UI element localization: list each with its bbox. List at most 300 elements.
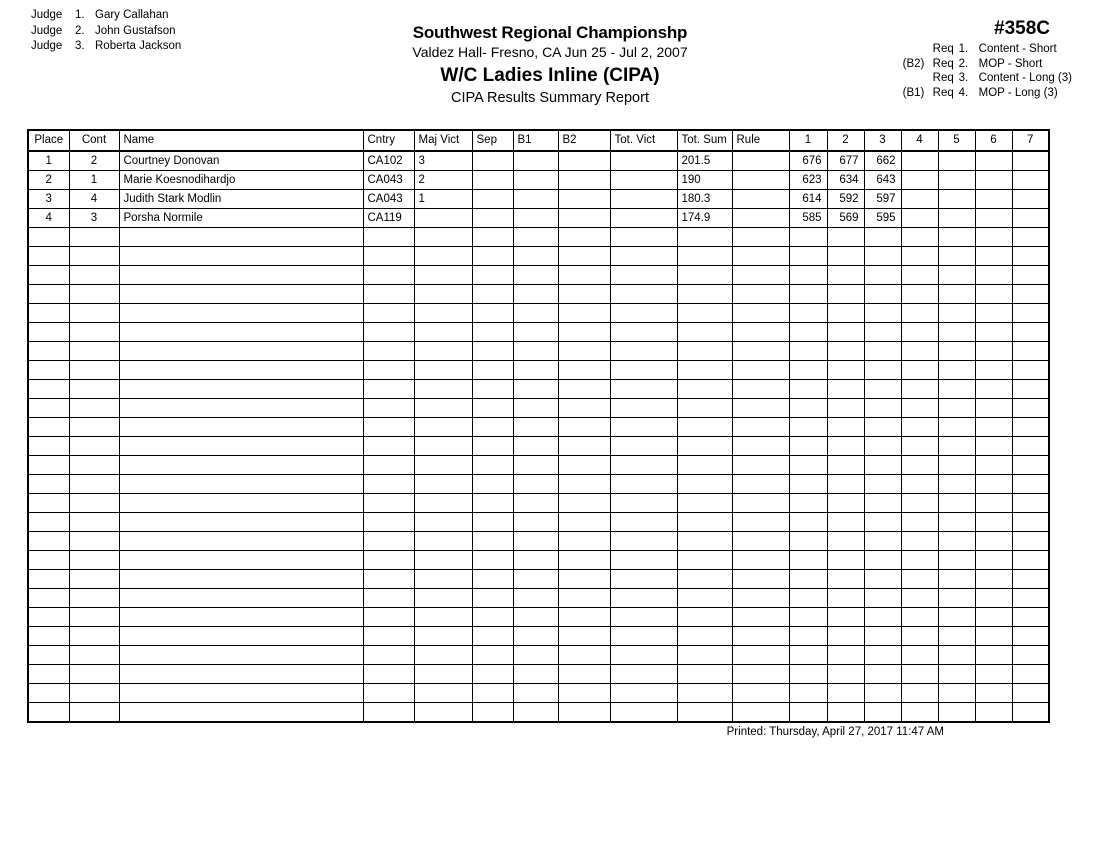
cell-empty <box>69 703 119 723</box>
cell-empty <box>69 589 119 608</box>
table-row-empty[interactable] <box>28 456 1049 475</box>
cell-empty <box>732 532 789 551</box>
cell-empty <box>975 228 1012 247</box>
requirement-text: MOP - Long (3) <box>978 87 1058 100</box>
cell-empty <box>827 361 864 380</box>
cell-empty <box>119 247 363 266</box>
cell-empty <box>472 589 513 608</box>
requirement-index: 3. <box>958 72 969 85</box>
cell-empty <box>938 266 975 285</box>
cell-empty <box>677 266 732 285</box>
cell-empty <box>789 304 827 323</box>
cell-empty <box>28 646 69 665</box>
cell-empty <box>28 304 69 323</box>
cell-empty <box>414 323 472 342</box>
column-header-name[interactable]: Name <box>119 130 363 151</box>
cell-empty <box>1012 247 1049 266</box>
cell-tot-sum: 201.5 <box>677 151 732 171</box>
judge-index: 3. <box>75 40 85 52</box>
cell-empty <box>472 608 513 627</box>
cell-empty <box>732 304 789 323</box>
cell-empty <box>610 304 677 323</box>
cell-empty <box>864 703 901 723</box>
cell-empty <box>975 304 1012 323</box>
cell-empty <box>864 399 901 418</box>
cell-empty <box>1012 665 1049 684</box>
column-header-place[interactable]: Place <box>28 130 69 151</box>
cell-empty <box>69 323 119 342</box>
cell-empty <box>732 247 789 266</box>
cell-empty <box>472 399 513 418</box>
table-row-empty[interactable] <box>28 494 1049 513</box>
cell-empty <box>119 684 363 703</box>
cell-empty <box>363 228 414 247</box>
cell-empty <box>28 608 69 627</box>
cell-empty <box>677 665 732 684</box>
cell-empty <box>28 361 69 380</box>
cell-empty <box>610 608 677 627</box>
cell-empty <box>901 456 938 475</box>
cell-empty <box>414 437 472 456</box>
cell-empty <box>363 703 414 723</box>
cell-empty <box>472 684 513 703</box>
cell-empty <box>864 684 901 703</box>
table-row[interactable] <box>28 151 1049 171</box>
cell-empty <box>938 285 975 304</box>
cell-empty <box>363 513 414 532</box>
cell-empty <box>864 266 901 285</box>
judge-label: Judge <box>31 9 63 21</box>
cell-empty <box>558 456 610 475</box>
cell-empty <box>69 532 119 551</box>
cell-empty <box>119 513 363 532</box>
table-row-empty[interactable] <box>28 513 1049 532</box>
cell-empty <box>1012 551 1049 570</box>
cell-empty <box>789 589 827 608</box>
cell-empty <box>789 570 827 589</box>
table-row-empty[interactable] <box>28 684 1049 703</box>
judge-name: Roberta Jackson <box>95 40 182 52</box>
cell-empty <box>864 551 901 570</box>
cell-empty <box>558 513 610 532</box>
cell-empty <box>414 247 472 266</box>
cell-empty <box>513 532 558 551</box>
cell-empty <box>975 266 1012 285</box>
cell-empty <box>901 570 938 589</box>
cell-empty <box>789 475 827 494</box>
cell-empty <box>69 608 119 627</box>
cell-empty <box>414 570 472 589</box>
cell-empty <box>363 247 414 266</box>
cell-b2 <box>558 151 610 171</box>
cell-empty <box>472 380 513 399</box>
cell-empty <box>472 513 513 532</box>
cell-empty <box>1012 399 1049 418</box>
cell-empty <box>414 551 472 570</box>
cell-empty <box>69 665 119 684</box>
column-header-sep[interactable]: Sep <box>472 130 513 151</box>
cell-empty <box>938 703 975 723</box>
requirement-index: 4. <box>958 87 969 100</box>
cell-empty <box>732 608 789 627</box>
table-row-empty[interactable] <box>28 437 1049 456</box>
cell-empty <box>677 551 732 570</box>
table-row[interactable] <box>28 209 1049 228</box>
cell-empty <box>363 551 414 570</box>
cell-empty <box>827 323 864 342</box>
cell-empty <box>901 646 938 665</box>
cell-empty <box>69 247 119 266</box>
printed-timestamp: Printed: Thursday, April 27, 2017 11:47 AM <box>726 726 944 738</box>
cell-b2 <box>558 209 610 228</box>
cell-empty <box>975 532 1012 551</box>
cell-score-7 <box>1012 171 1049 190</box>
cell-empty <box>69 494 119 513</box>
cell-empty <box>1012 266 1049 285</box>
cell-empty <box>938 494 975 513</box>
cell-b1 <box>513 209 558 228</box>
cell-empty <box>558 532 610 551</box>
cell-place: 4 <box>28 209 69 228</box>
cell-empty <box>363 684 414 703</box>
cell-empty <box>513 703 558 723</box>
cell-empty <box>119 494 363 513</box>
column-header-maj-vict[interactable]: Maj Vict <box>414 130 472 151</box>
cell-empty <box>901 437 938 456</box>
cell-empty <box>901 532 938 551</box>
cell-empty <box>610 494 677 513</box>
column-header-cntry[interactable]: Cntry <box>363 130 414 151</box>
table-row-empty[interactable] <box>28 646 1049 665</box>
table-header-row <box>28 130 1049 151</box>
cell-empty <box>28 342 69 361</box>
cell-score-6 <box>975 151 1012 171</box>
cell-empty <box>558 684 610 703</box>
table-row[interactable] <box>28 190 1049 209</box>
cell-empty <box>472 570 513 589</box>
cell-empty <box>677 437 732 456</box>
cell-sep <box>472 171 513 190</box>
column-header-3[interactable]: 3 <box>864 130 901 151</box>
cell-empty <box>732 646 789 665</box>
cell-empty <box>472 285 513 304</box>
table-row-empty[interactable] <box>28 380 1049 399</box>
cell-empty <box>119 228 363 247</box>
cell-empty <box>732 684 789 703</box>
requirement-label: Req <box>932 72 954 85</box>
cell-empty <box>677 361 732 380</box>
cell-empty <box>864 323 901 342</box>
judge-entry <box>31 8 181 24</box>
cell-empty <box>938 570 975 589</box>
cell-name: Judith Stark Modlin <box>119 190 363 209</box>
cell-empty <box>1012 684 1049 703</box>
cell-score-3: 597 <box>864 190 901 209</box>
cell-empty <box>827 437 864 456</box>
cell-empty <box>610 456 677 475</box>
cell-empty <box>119 418 363 437</box>
cell-empty <box>938 342 975 361</box>
cell-empty <box>1012 532 1049 551</box>
cell-empty <box>119 456 363 475</box>
requirement-entry <box>903 57 1072 72</box>
cell-empty <box>732 475 789 494</box>
cell-empty <box>610 589 677 608</box>
cell-empty <box>119 323 363 342</box>
column-header-7[interactable]: 7 <box>1012 130 1049 151</box>
cell-empty <box>610 266 677 285</box>
cell-empty <box>901 589 938 608</box>
cell-empty <box>732 437 789 456</box>
cell-empty <box>827 684 864 703</box>
requirement-flag: (B2) <box>902 57 925 70</box>
cell-empty <box>69 627 119 646</box>
cell-empty <box>677 304 732 323</box>
cell-b2 <box>558 171 610 190</box>
cell-empty <box>558 304 610 323</box>
cell-empty <box>938 247 975 266</box>
cell-empty <box>732 228 789 247</box>
cell-empty <box>1012 627 1049 646</box>
cell-empty <box>975 570 1012 589</box>
cell-empty <box>69 304 119 323</box>
column-header-rule[interactable]: Rule <box>732 130 789 151</box>
cell-empty <box>414 494 472 513</box>
cell-empty <box>363 361 414 380</box>
cell-empty <box>789 228 827 247</box>
cell-empty <box>558 285 610 304</box>
cell-empty <box>827 266 864 285</box>
cell-empty <box>1012 646 1049 665</box>
cell-empty <box>938 627 975 646</box>
cell-empty <box>975 361 1012 380</box>
cell-empty <box>28 684 69 703</box>
cell-empty <box>732 703 789 723</box>
cell-empty <box>827 304 864 323</box>
cell-empty <box>901 513 938 532</box>
cell-empty <box>472 437 513 456</box>
cell-empty <box>677 570 732 589</box>
cell-empty <box>938 608 975 627</box>
cell-empty <box>472 228 513 247</box>
cell-empty <box>414 513 472 532</box>
cell-empty <box>558 247 610 266</box>
cell-place: 1 <box>28 151 69 171</box>
cell-empty <box>363 304 414 323</box>
cell-empty <box>513 456 558 475</box>
cell-empty <box>472 532 513 551</box>
cell-empty <box>363 475 414 494</box>
cell-empty <box>732 418 789 437</box>
cell-empty <box>513 418 558 437</box>
cell-maj-vict: 3 <box>414 151 472 171</box>
cell-empty <box>558 570 610 589</box>
cell-empty <box>901 228 938 247</box>
cell-empty <box>513 247 558 266</box>
cell-score-6 <box>975 171 1012 190</box>
cell-empty <box>363 399 414 418</box>
table-row-empty[interactable] <box>28 570 1049 589</box>
table-row-empty[interactable] <box>28 418 1049 437</box>
cell-empty <box>69 551 119 570</box>
column-header-tot-sum[interactable]: Tot. Sum <box>677 130 732 151</box>
cell-empty <box>827 627 864 646</box>
column-header-4[interactable]: 4 <box>901 130 938 151</box>
column-header-5[interactable]: 5 <box>938 130 975 151</box>
cell-empty <box>610 437 677 456</box>
cell-empty <box>901 247 938 266</box>
cell-empty <box>901 627 938 646</box>
cell-empty <box>1012 475 1049 494</box>
cell-country: CA102 <box>363 151 414 171</box>
cell-empty <box>119 532 363 551</box>
cell-empty <box>513 570 558 589</box>
cell-empty <box>28 475 69 494</box>
cell-empty <box>677 228 732 247</box>
table-row-empty[interactable] <box>28 266 1049 285</box>
cell-empty <box>610 703 677 723</box>
cell-empty <box>513 646 558 665</box>
cell-empty <box>610 323 677 342</box>
cell-empty <box>732 494 789 513</box>
column-header-b2[interactable]: B2 <box>558 130 610 151</box>
cell-empty <box>363 342 414 361</box>
table-row-empty[interactable] <box>28 665 1049 684</box>
cell-contestant: 2 <box>69 151 119 171</box>
cell-empty <box>864 646 901 665</box>
table-row-empty[interactable] <box>28 361 1049 380</box>
table-row-empty[interactable] <box>28 285 1049 304</box>
judge-index: 2. <box>75 24 85 37</box>
column-header-1[interactable]: 1 <box>789 130 827 151</box>
cell-empty <box>472 703 513 723</box>
column-header-tot-vict[interactable]: Tot. Vict <box>610 130 677 151</box>
cell-empty <box>732 570 789 589</box>
cell-score-7 <box>1012 151 1049 171</box>
cell-empty <box>363 589 414 608</box>
cell-empty <box>28 513 69 532</box>
cell-empty <box>732 380 789 399</box>
cell-empty <box>414 665 472 684</box>
requirement-entry <box>903 86 1072 101</box>
cell-empty <box>28 380 69 399</box>
cell-empty <box>677 646 732 665</box>
table-row-empty[interactable] <box>28 342 1049 361</box>
cell-empty <box>864 456 901 475</box>
cell-score-5 <box>938 190 975 209</box>
table-row-empty[interactable] <box>28 608 1049 627</box>
event-category-title: W/C Ladies Inline (CIPA) <box>440 65 660 86</box>
cell-empty <box>472 266 513 285</box>
judge-label: Judge <box>31 40 63 52</box>
cell-empty <box>414 266 472 285</box>
cell-empty <box>558 437 610 456</box>
cell-empty <box>1012 513 1049 532</box>
requirement-text: MOP - Short <box>978 57 1043 70</box>
cell-tot-vict <box>610 209 677 228</box>
cell-empty <box>938 646 975 665</box>
cell-empty <box>513 551 558 570</box>
judge-index: 1. <box>75 9 85 21</box>
cell-empty <box>938 456 975 475</box>
cell-empty <box>732 342 789 361</box>
cell-empty <box>513 627 558 646</box>
cell-empty <box>789 456 827 475</box>
cell-empty <box>119 703 363 723</box>
table-row-empty[interactable] <box>28 532 1049 551</box>
cell-empty <box>472 456 513 475</box>
cell-empty <box>732 323 789 342</box>
judge-entry <box>31 24 181 40</box>
cell-tot-sum: 174.9 <box>677 209 732 228</box>
cell-empty <box>901 703 938 723</box>
cell-empty <box>901 285 938 304</box>
cell-empty <box>975 551 1012 570</box>
table-row-empty[interactable] <box>28 475 1049 494</box>
cell-empty <box>975 684 1012 703</box>
cell-rule <box>732 209 789 228</box>
cell-empty <box>677 684 732 703</box>
table-row-empty[interactable] <box>28 627 1049 646</box>
cell-empty <box>789 399 827 418</box>
cell-b1 <box>513 190 558 209</box>
table-row-empty[interactable] <box>28 551 1049 570</box>
cell-empty <box>610 475 677 494</box>
cell-empty <box>975 665 1012 684</box>
cell-contestant: 3 <box>69 209 119 228</box>
table-row-empty[interactable] <box>28 247 1049 266</box>
cell-score-5 <box>938 151 975 171</box>
table-row-empty[interactable] <box>28 304 1049 323</box>
table-row[interactable] <box>28 171 1049 190</box>
cell-country: CA119 <box>363 209 414 228</box>
column-header-b1[interactable]: B1 <box>513 130 558 151</box>
cell-empty <box>677 475 732 494</box>
cell-empty <box>69 399 119 418</box>
table-row-empty[interactable] <box>28 323 1049 342</box>
cell-empty <box>513 684 558 703</box>
document-number: #358C <box>994 18 1050 39</box>
column-header-6[interactable]: 6 <box>975 130 1012 151</box>
cell-empty <box>975 285 1012 304</box>
table-row-empty[interactable] <box>28 399 1049 418</box>
cell-empty <box>513 380 558 399</box>
cell-empty <box>938 513 975 532</box>
cell-empty <box>677 589 732 608</box>
cell-empty <box>677 285 732 304</box>
cell-empty <box>975 627 1012 646</box>
cell-empty <box>789 646 827 665</box>
cell-empty <box>864 494 901 513</box>
column-header-cont[interactable]: Cont <box>69 130 119 151</box>
cell-empty <box>28 285 69 304</box>
cell-empty <box>28 323 69 342</box>
column-header-2[interactable]: 2 <box>827 130 864 151</box>
cell-empty <box>901 399 938 418</box>
cell-empty <box>119 608 363 627</box>
table-row-empty[interactable] <box>28 228 1049 247</box>
cell-empty <box>414 456 472 475</box>
table-row-empty[interactable] <box>28 703 1049 723</box>
cell-score-4 <box>901 171 938 190</box>
table-row-empty[interactable] <box>28 589 1049 608</box>
cell-place: 2 <box>28 171 69 190</box>
document-header <box>0 0 1100 118</box>
cell-score-5 <box>938 171 975 190</box>
judge-entry <box>31 39 181 55</box>
cell-empty <box>513 361 558 380</box>
cell-empty <box>827 608 864 627</box>
